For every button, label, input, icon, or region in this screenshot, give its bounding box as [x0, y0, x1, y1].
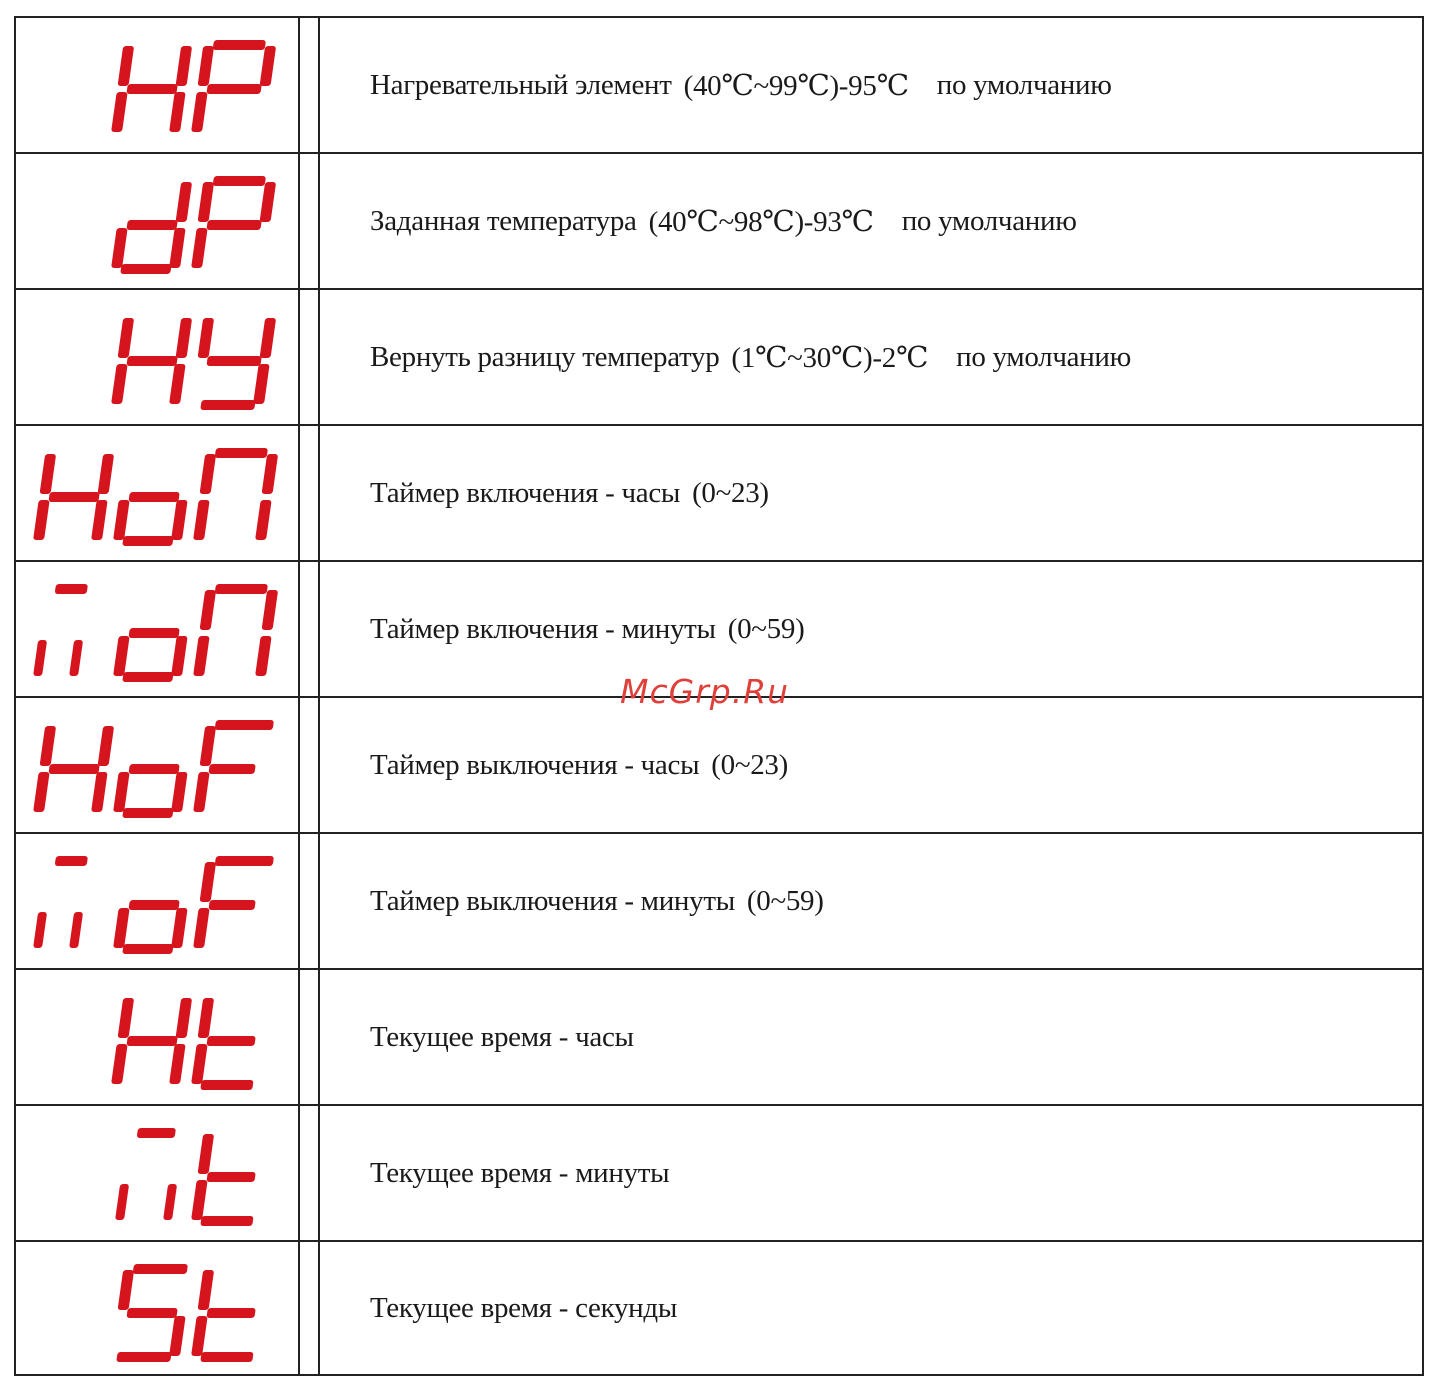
- parameter-description: [370, 970, 634, 1104]
- seven-segment-code-MoN: [16, 562, 298, 694]
- parameter-range: (0~23): [711, 748, 788, 781]
- seven-segment-code-MoF: [16, 834, 298, 966]
- parameter-range: (0~59): [746, 884, 824, 917]
- parameter-label: Таймер включения - минуты: [370, 612, 716, 645]
- parameter-label: Таймер выключения - часы: [370, 748, 700, 781]
- seven-segment-code-Mt: [16, 1106, 298, 1238]
- display-code-cell: [14, 18, 300, 152]
- table-row: [14, 968, 1424, 1104]
- table-row: [14, 1240, 1424, 1376]
- watermark: McGrp.Ru: [620, 672, 790, 711]
- parameter-label: Текущее время - часы: [370, 1020, 634, 1053]
- display-code-cell: [14, 1242, 300, 1374]
- parameter-description: [370, 834, 824, 968]
- table-row: [14, 16, 1424, 152]
- parameter-label: Текущее время - секунды: [370, 1291, 678, 1324]
- parameter-description: [370, 18, 1112, 152]
- seven-segment-code-HoN: [16, 426, 298, 558]
- display-code-cell: [14, 970, 300, 1104]
- parameter-label: Таймер выключения - минуты: [370, 884, 735, 917]
- table-row: [14, 832, 1424, 968]
- seven-segment-code-HY: [16, 290, 298, 422]
- table-row: [14, 288, 1424, 424]
- seven-segment-code-St: [16, 1242, 298, 1374]
- seven-segment-code-HP: [16, 18, 298, 150]
- parameter-description: [370, 1242, 677, 1374]
- display-code-cell: [14, 290, 300, 424]
- seven-segment-code-dP: [16, 154, 298, 286]
- default-note: по умолчанию: [956, 340, 1131, 373]
- parameter-description: [370, 1106, 669, 1240]
- table-row: [14, 424, 1424, 560]
- parameter-label: Текущее время - минуты: [370, 1156, 670, 1189]
- parameter-label: Вернуть разницу температур: [370, 340, 720, 373]
- display-code-cell: [14, 154, 300, 288]
- parameter-description: [370, 698, 788, 832]
- seven-segment-code-Ht: [16, 970, 298, 1102]
- table-row: [14, 1104, 1424, 1240]
- table-row: [14, 152, 1424, 288]
- parameter-range: (40℃~98℃)-93℃: [648, 205, 874, 238]
- table-row: [14, 696, 1424, 832]
- parameter-range: (1℃~30℃)-2℃: [731, 341, 929, 374]
- display-code-cell: [14, 562, 300, 696]
- display-code-cell: [14, 834, 300, 968]
- parameter-description: [370, 426, 769, 560]
- parameter-label: Нагревательный элемент: [370, 68, 672, 101]
- seven-segment-code-HoF: [16, 698, 298, 830]
- parameter-range: (40℃~99℃)-95℃: [683, 69, 909, 102]
- parameter-description: [370, 154, 1077, 288]
- display-code-cell: [14, 1106, 300, 1240]
- default-note: по умолчанию: [936, 68, 1112, 101]
- parameter-description: [370, 290, 1131, 424]
- parameter-range: (0~23): [692, 476, 769, 509]
- parameter-label: Заданная температура: [370, 204, 637, 237]
- display-code-cell: [14, 426, 300, 560]
- display-code-cell: [14, 698, 300, 832]
- parameter-range: (0~59): [727, 612, 805, 645]
- default-note: по умолчанию: [901, 204, 1077, 237]
- parameter-label: Таймер включения - часы: [370, 476, 681, 509]
